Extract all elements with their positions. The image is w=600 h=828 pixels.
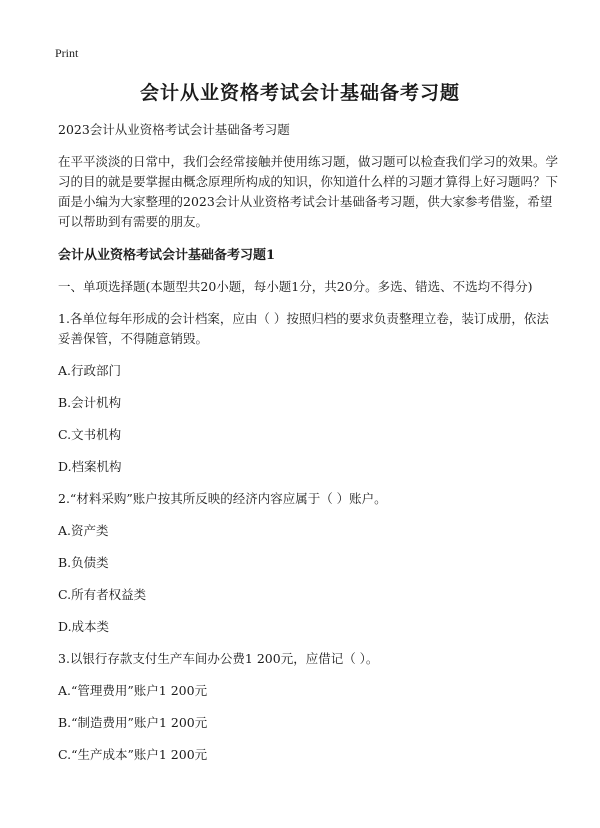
print-link[interactable]: Print	[55, 46, 79, 60]
document-subtitle: 2023会计从业资格考试会计基础备考习题	[58, 122, 290, 137]
question-3-option-a: A.“管理费用”账户1 200元	[58, 683, 208, 698]
document-content	[58, 120, 558, 777]
intro-paragraph: 在平平淡淡的日常中，我们会经常接触并使用练习题，做习题可以检查我们学习的效果。学习的目的就是要掌握由概念原理所构成的知识，你知道什么样的习题才算得上好习题吗？下面是小编为大家整理的2023会计从业资格考试会计基础备考习题，供大家参考借鉴，希望可以帮助到有需要的朋友。	[58, 154, 559, 229]
question-2-text: 2.“材料采购”账户按其所反映的经济内容应属于（ ）账户。	[58, 491, 387, 506]
question-2-option-b: B.负债类	[58, 555, 109, 570]
question-3-option-b: B.“制造费用”账户1 200元	[58, 715, 208, 730]
question-3-option-c: C.“生产成本”账户1 200元	[58, 747, 208, 762]
instruction-paragraph: 一、单项选择题(本题型共20小题，每小题1分，共20分。多选、错选、不选均不得分)	[58, 279, 533, 294]
question-2-option-c: C.所有者权益类	[58, 587, 147, 602]
question-1-option-b: B.会计机构	[58, 395, 122, 410]
section-heading: 会计从业资格考试会计基础备考习题1	[58, 248, 276, 263]
question-2-option-a: A.资产类	[58, 523, 109, 538]
page-title: 会计从业资格考试会计基础备考习题	[139, 82, 460, 104]
question-1-option-d: D.档案机构	[58, 459, 122, 474]
question-2-option-d: D.成本类	[58, 619, 110, 634]
question-3-text: 3.以银行存款支付生产车间办公费1 200元，应借记（ ）。	[58, 651, 379, 666]
question-1-option-c: C.文书机构	[58, 427, 122, 442]
question-1-option-a: A.行政部门	[58, 363, 122, 378]
question-1-text: 1.各单位每年形成的会计档案，应由（ ）按照归档的要求负责整理立卷，装订成册，依法妥善保管，不得随意销毁。	[58, 311, 549, 346]
